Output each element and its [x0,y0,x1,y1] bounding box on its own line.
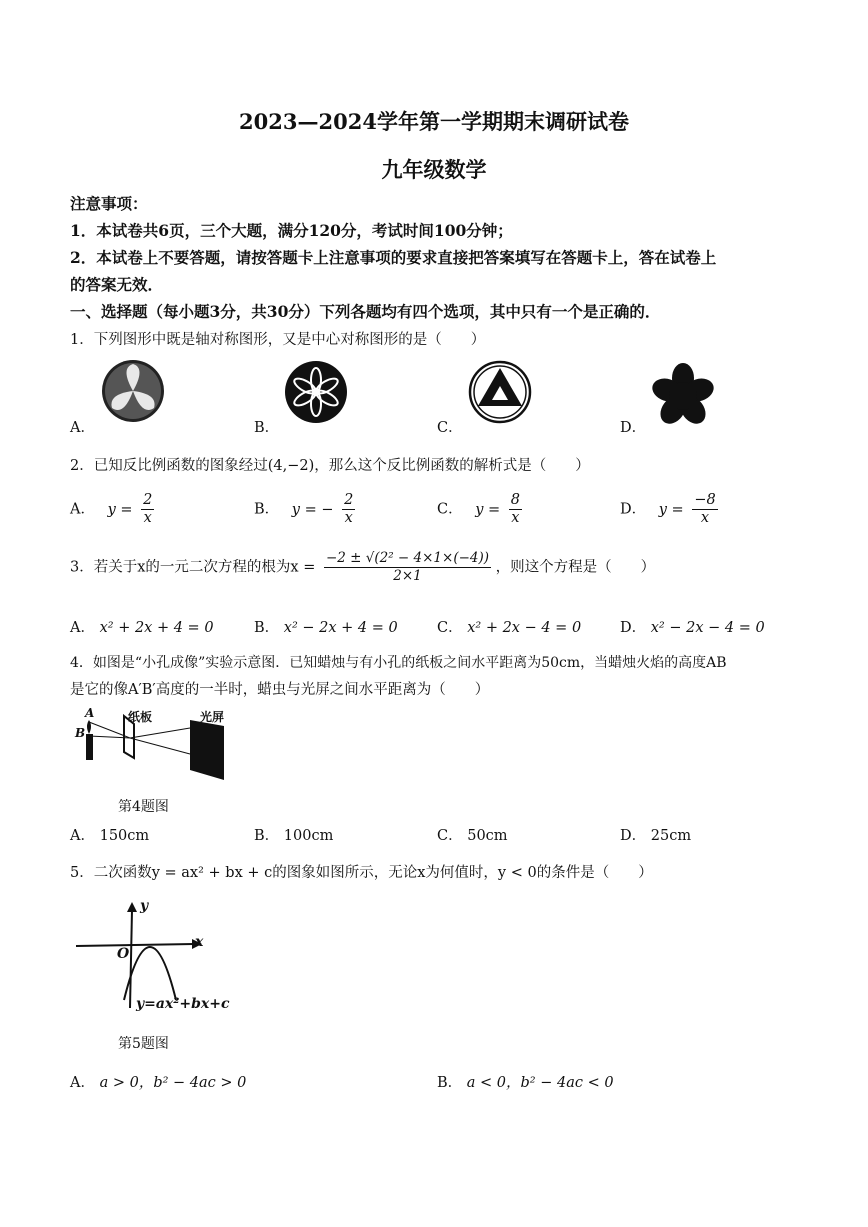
q3-option-a [70,616,214,637]
figure-d-icon [650,362,716,428]
option-text: 50cm [467,828,508,844]
section-heading: 一、选择题（每小题3分，共30分）下列各题均有四个选项，其中只有一个是正确的． [70,302,661,321]
q3-option-b [254,616,398,637]
option-text: a < 0，b² − 4ac < 0 [466,1075,614,1091]
fig5-label-x: x [195,934,204,950]
q3-option-d [620,616,765,637]
option-label: B． [254,501,280,518]
q2-option-a [70,492,154,527]
option-label: A． [70,501,95,518]
numerator: −2 ± √(2² − 4×1×(−4)) [325,550,490,566]
option-label: C． [437,620,463,636]
option-text: 100cm [283,828,334,844]
fig4-label-board: 纸板 [128,710,153,724]
notes-item-2-line-2: 的答案无效． [70,275,164,294]
q4-option-d [620,824,691,845]
q5-option-b [437,1071,614,1092]
option-text: x² − 2x + 4 = 0 [283,620,398,636]
exam-title: 2023—2024学年第一学期期末调研试卷 [239,109,629,134]
q4-option-a [70,824,149,845]
option-label: B． [254,620,280,636]
option-label: D． [620,620,647,636]
option-text: x² − 2x − 4 = 0 [650,620,765,636]
q1-label-a: A． [70,420,95,436]
denominator: x [700,510,710,526]
question-4-stem-line-1: 4．如图是“小孔成像”实验示意图．已知蜡烛与有小孔的纸板之间水平距离为50cm，当蜡烛火焰的高度AB [70,655,727,671]
q1-label-d: D． [620,420,647,436]
numerator: 8 [510,492,521,508]
denominator: x [143,510,152,526]
fig4-label-a: A [85,706,95,720]
fig4-caption: 第4题图 [118,799,169,815]
option-text: a > 0，b² − 4ac > 0 [99,1075,247,1091]
option-label: D． [620,828,647,844]
option-prefix: y = [475,501,501,518]
fig5-label-curve: y=ax²+bx+c [136,996,230,1012]
fig5-caption: 第5题图 [118,1036,169,1052]
fig5-label-origin: O [117,946,130,962]
numerator: 2 [143,492,153,508]
q2-option-c [437,492,522,527]
option-label: C． [437,501,463,518]
option-text: x² + 2x + 4 = 0 [99,620,214,636]
q3-option-c [437,616,581,637]
denominator: 2×1 [393,568,422,584]
option-text: 25cm [650,828,692,844]
figure-c-icon [468,360,532,424]
question-4-stem-line-2: 是它的像A′B′高度的一半时，蜡虫与光屏之间水平距离为（ ） [70,682,490,698]
question-5-stem: 5．二次函数y = ax² + bx + c的图象如图所示，无论x为何值时，y < 0的条件是（ ） [70,865,653,881]
option-text: 150cm [99,828,150,844]
figure-b-icon [284,360,348,424]
option-prefix: y = [107,501,133,518]
option-label: A． [70,828,95,844]
q1-label-c: C． [437,420,463,436]
root-formula [324,550,491,585]
option-prefix: y = [658,501,684,518]
fig4-label-b: B [75,726,86,740]
option-text: x² + 2x − 4 = 0 [467,620,582,636]
q4-option-c [437,824,508,845]
fig5-label-y: y [140,898,149,914]
question-3-stem [70,550,655,585]
numerator: 2 [344,492,354,508]
option-label: B． [437,1075,463,1091]
numerator: −8 [694,492,716,508]
q5-option-a [70,1071,246,1092]
notes-item-1: 1．本试卷共6页，三个大题，满分120分，考试时间100分钟； [70,221,513,240]
option-label: C． [437,828,463,844]
q3-stem-pre: 3．若关于x的一元二次方程的根为x = [70,559,316,576]
figure-a-icon [100,358,166,424]
fraction [141,492,154,527]
question-1-stem: 1．下列图形中既是轴对称图形，又是中心对称图形的是（ ） [70,332,486,348]
option-label: B． [254,828,280,844]
q4-option-b [254,824,333,845]
notes-heading: 注意事项： [70,194,148,213]
notes-item-2-line-1: 2．本试卷上不要答题，请按答题卡上注意事项的要求直接把答案填写在答题卡上，答在试卷上 [70,248,717,267]
denominator: x [511,510,520,526]
fraction [342,492,355,527]
option-label: A． [70,1075,95,1091]
denominator: x [344,510,353,526]
question-2-stem: 2．已知反比例函数的图象经过(4,−2)，那么这个反比例函数的解析式是（ ） [70,458,590,474]
q2-option-b [254,492,355,527]
q3-stem-post: ，则这个方程是（ ） [495,559,656,576]
fraction [509,492,522,527]
q1-label-b: B． [254,420,280,436]
option-label: D． [620,501,647,518]
q2-option-d [620,492,718,527]
option-prefix: y = − [291,501,334,518]
option-label: A． [70,620,95,636]
fraction [692,492,717,527]
fig4-label-screen: 光屏 [200,710,225,724]
exam-subtitle: 九年级数学 [381,157,487,182]
